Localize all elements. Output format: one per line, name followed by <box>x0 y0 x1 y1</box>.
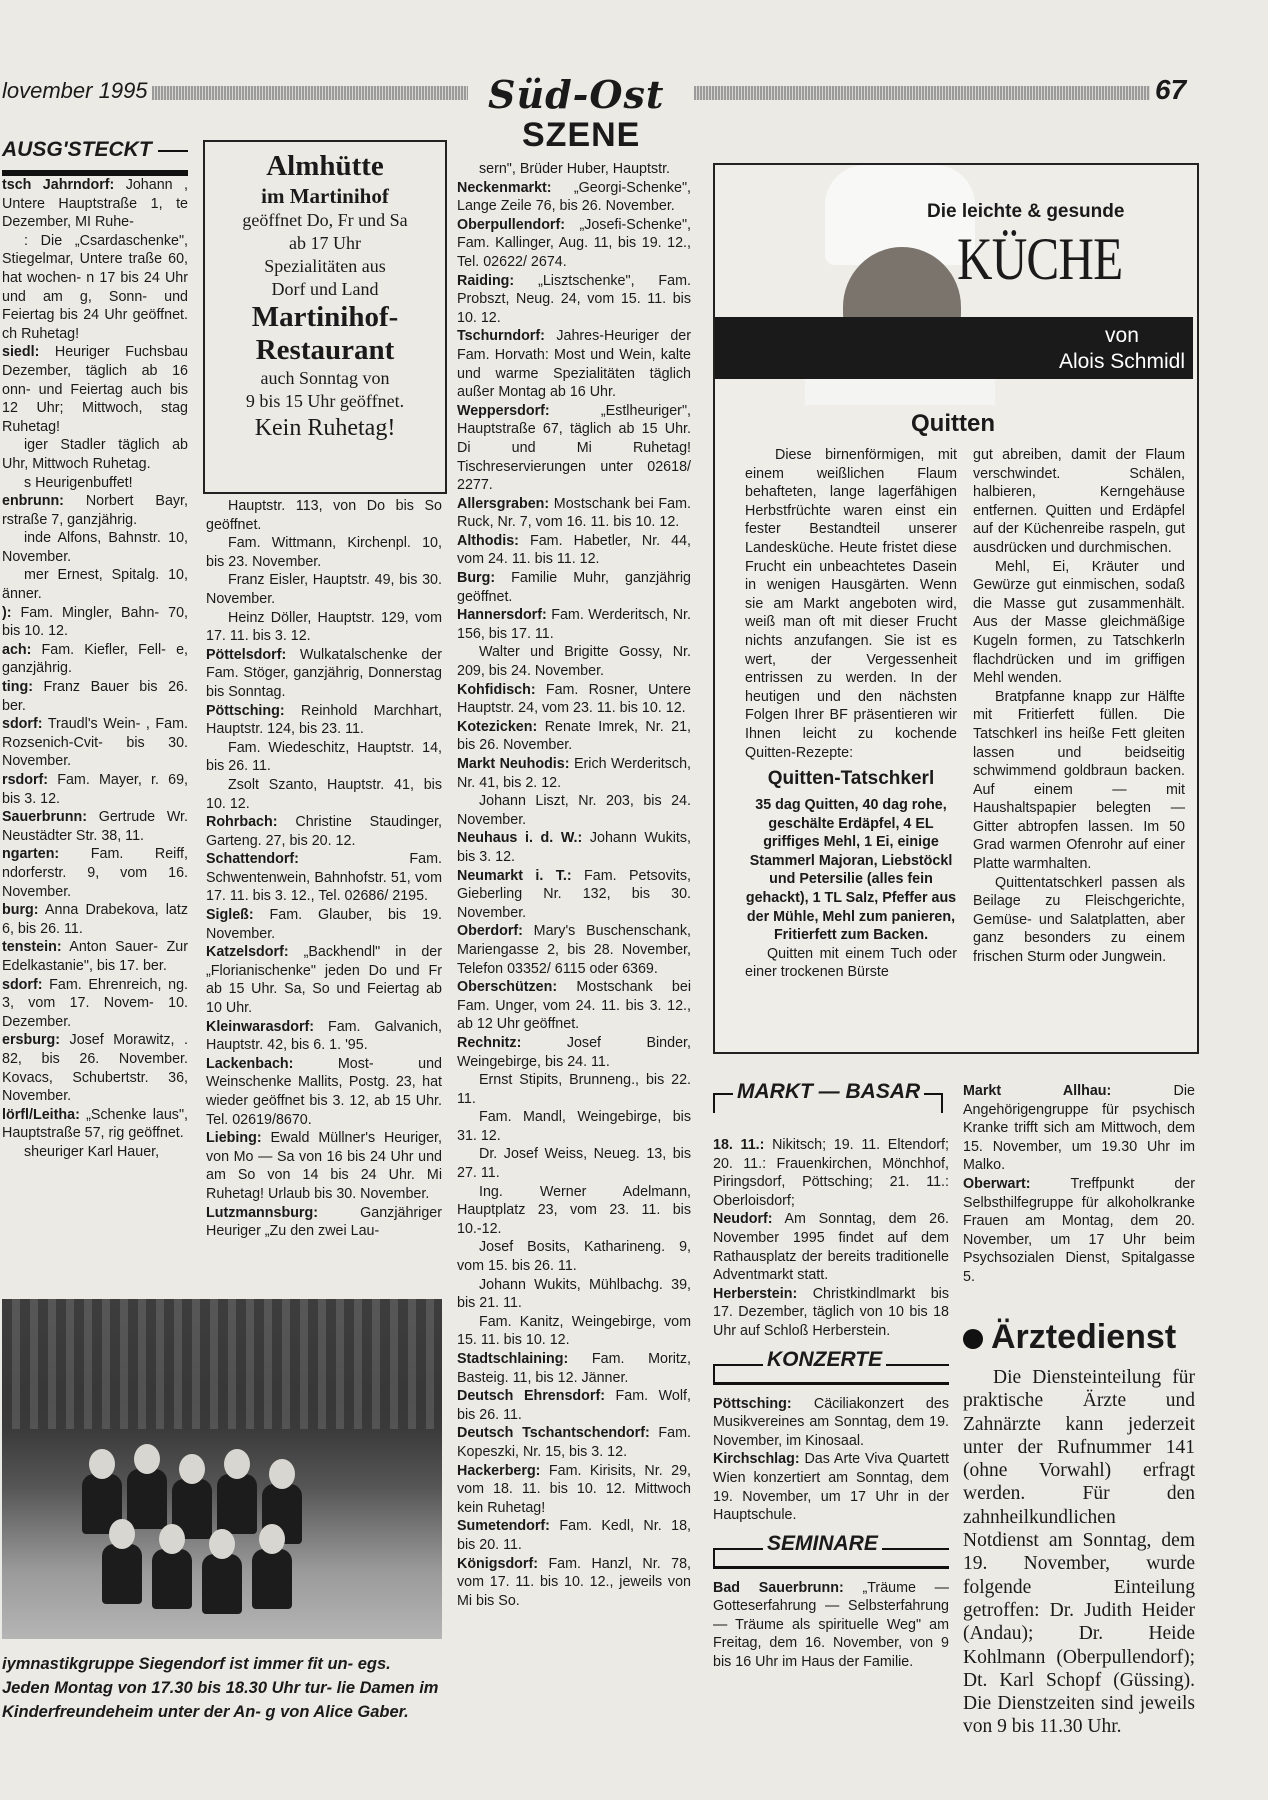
listing-entry: Althodis: Fam. Habetler, Nr. 44, vom 24. 11. bis 11. 12. <box>457 532 691 568</box>
entry-place: ngarten: <box>2 846 60 863</box>
kitchen-column-right <box>973 446 1185 967</box>
listing-entry: inde Alfons, Bahnstr. 10, November. <box>2 530 188 565</box>
section-title-seminare: SEMINARE <box>763 1535 882 1554</box>
listing-entry: Kohfidisch: Fam. Rosner, Untere Hauptstr. 24, vom 23. 11. bis 10. 12. <box>457 681 691 717</box>
recipe-ingredients: 35 dag Quitten, 40 dag rohe, geschälte Erdäpfel, 4 EL griffiges Mehl, 1 Ei, einige Stammerl Majoran, Liebstöckl und Petersilie (alles fein gehackt), 1 TL Salz, Pfeffer aus der Mühle, Mehl zum panieren, Fritierfett zum Backen. <box>745 797 957 944</box>
listing-entry: ngarten: Fam. Reiff, ndorferstr. 9, vom 16. November. <box>2 846 188 900</box>
entry-place: Althodis: <box>457 532 519 549</box>
konzerte-entry: Pöttsching: Cäciliakonzert des Musikvereines am Sonntag, dem 19. November, im Kinosaal. <box>713 1395 949 1449</box>
entry-place: Neudorf: <box>713 1211 773 1228</box>
kitchen-intro: Diese birnenförmigen, mit einem weißlichen Flaum behafteten, lange lagerfähigen Herbstfrüchte waren einst ein fester Bestandteil unserer Landesküche. Heute fristet diese Frucht ein unbeachtetes Dasein in wenigen Hausgärten. Wenn sie am Markt angeboten wird, weiß man oft mit dieser Frucht nichts anzufangen. Sie ist es wert, der Vergessenheit entrissen zu werden. In der heutigen und den nächsten Folgen Ihrer BF präsentieren wir Ihnen leicht zu kochende Quitten-Rezepte: <box>745 447 957 761</box>
entry-place: rsdorf: <box>2 772 49 788</box>
photo-figure <box>89 1449 115 1479</box>
logo-top-text: Süd-Ost <box>488 72 665 117</box>
entry-place: Raiding: <box>457 272 515 289</box>
listing-entry: rsdorf: Fam. Mayer, r. 69, bis 3. 12. <box>2 772 188 807</box>
entry-place: Markt Allhau: <box>963 1083 1112 1099</box>
aerztedienst-heading <box>963 1318 1176 1357</box>
listing-entry: ach: Fam. Kiefler, Fell- e, ganzjährig. <box>2 641 188 677</box>
kitchen-method-start: Quitten mit einem Tuch oder einer trockenen Bürste <box>745 945 957 981</box>
entry-place: Pöttelsdorf: <box>206 646 287 663</box>
listing-entry: Dr. Josef Weiss, Neueg. 13, bis 27. 11. <box>457 1146 691 1182</box>
entry-place: Rechnitz: <box>457 1034 522 1051</box>
ad-line-9: auch Sonntag von <box>260 368 390 388</box>
entry-place: ): <box>2 604 12 621</box>
ad-line-11: Kein Ruhetag! <box>254 415 396 441</box>
photo-figure <box>152 1549 192 1609</box>
entry-place: Oberschützen: <box>457 979 558 996</box>
listing-entry: Johann Wukits, Mühlbachg. 39, bis 21. 11. <box>457 1276 691 1312</box>
aerztedienst-title: Ärztedienst <box>991 1318 1177 1356</box>
section-header-seminare <box>713 1531 949 1571</box>
column-3 <box>457 160 691 1610</box>
entry-place: Deutsch Tschantschendorf: <box>457 1425 650 1442</box>
entry-place: enbrunn: <box>2 493 64 510</box>
listing-entry: Zsolt Szanto, Hauptstr. 41, bis 10. 12. <box>206 776 442 812</box>
header-rule-left <box>152 86 468 100</box>
ad-line-8: Restaurant <box>255 334 395 366</box>
author-von: von <box>1105 324 1139 347</box>
listing-entry: ersburg: Josef Morawitz, . 82, bis 26. November. Kovacs, Schubertstr. 36, November. <box>2 1032 188 1105</box>
entry-place: Bad Sauerbrunn: <box>713 1579 844 1596</box>
listing-entry: Josef Bosits, Katharineng. 9, vom 15. bis 26. 11. <box>457 1239 691 1275</box>
entry-place: Liebing: <box>206 1130 262 1147</box>
listing-entry: Neumarkt i. T.: Fam. Petsovits, Gieberling Nr. 132, bis 30. November. <box>457 867 691 921</box>
aerztedienst-paragraph: Die Diensteinteilung für praktische Ärzte und Zahnärzte kann jederzeit unter der Rufnummer 141 (ohne Vorwahl) erfragt werden. Für den zahnheilkundlichen Notdienst am Sonntag, dem 19. November, wurde folgende Einteilung getroffen: Dr. Judith Heider (Andau); Dr. Heide Kohlmann (Oberpullendorf); Dt. Karl Schopf (Güssing). Die Dienstzeiten sind jeweils von 9 bis 11.30 Uhr. <box>963 1367 1195 1738</box>
photo-figure <box>252 1549 292 1609</box>
listing-entry: Katzelsdorf: „Backhendl" in der „Florianischenke" jeden Do und Fr ab 15 Uhr. Sa, So und Feiertag ab 10 Uhr. <box>206 944 442 1017</box>
listing-entry: ting: Franz Bauer bis 26. ber. <box>2 679 188 714</box>
ad-line-6: Dorf und Land <box>271 279 379 299</box>
section-rule <box>713 1364 715 1384</box>
markt-entry: Herberstein: Christkindlmarkt bis 17. Dezember, täglich von 10 bis 18 Uhr auf Schloß Herberstein. <box>713 1285 949 1339</box>
listing-entry: Tschurndorf: Jahres-Heuriger der Fam. Horvath: Most und Wein, kalte und warme Spezialitäten täglich außer Montag ab 16 Uhr. <box>457 328 691 401</box>
bullet-dot <box>963 1329 983 1349</box>
listing-entry: tsch Jahrndorf: Johann , Untere Hauptstraße 1, te Dezember, MI Ruhe- <box>2 177 188 231</box>
entry-place: Kleinwarasdorf: <box>206 1018 315 1035</box>
listing-entry: Fam. Wittmann, Kirchenpl. 10, bis 23. November. <box>206 535 442 570</box>
konzerte-entry: Kirchschlag: Das Arte Viva Quartett Wien konzertiert am Sonntag, dem 19. November, um 17 Uhr in der Hauptschule. <box>713 1451 949 1524</box>
listing-entry: Oberschützen: Mostschank bei Fam. Unger, vom 24. 11. bis 3. 12., ab 12 Uhr geöffnet. <box>457 979 691 1033</box>
entry-place: Oberdorf: <box>457 923 523 940</box>
entry-place: Lackenbach: <box>206 1055 294 1072</box>
entry-place: Oberwart: <box>963 1175 1031 1192</box>
entry-place: lörfl/Leitha: <box>2 1106 80 1123</box>
listing-entry: Lutzmannsburg: Ganzjähriger Heuriger „Zu den zwei Lau- <box>206 1204 442 1240</box>
listing-entry: Fam. Mandl, Weingebirge, bis 31. 12. <box>457 1109 691 1144</box>
section-title-markt: MARKT — BASAR <box>733 1080 924 1104</box>
listing-entry: sdorf: Traudl's Wein- , Fam. Rozsenich-Cvit- bis 30. November. <box>2 716 188 770</box>
listing-entry: Walter und Brigitte Gossy, Nr. 209, bis 24. November. <box>457 644 691 680</box>
listing-entry: s Heurigenbuffet! <box>24 474 133 491</box>
photo-figure <box>224 1449 250 1479</box>
listing-entry: Neckenmarkt: „Georgi-Schenke", Lange Zeile 76, bis 26. November. <box>457 179 691 215</box>
listing-entry: : Die „Csardaschenke", Stiegelmar, Untere traße 60, hat wochen- n 17 bis 24 Uhr und am g, Sonn- und Feiertag bis 24 Uhr geöffnet. ch Ruhetag! <box>2 232 188 342</box>
listing-entry: lörfl/Leitha: „Schenke laus", Hauptstraße 57, rig geöffnet. <box>2 1106 188 1142</box>
ad-line-5: Spezialitäten aus <box>264 256 386 276</box>
listing-entry: Johann Liszt, Nr. 203, bis 24. November. <box>457 793 691 828</box>
entry-place: sdorf: <box>2 976 43 993</box>
photo-curtain <box>2 1299 442 1429</box>
listing-entry: Oberdorf: Mary's Buschenschank, Mariengasse 2, bis 28. November, Telefon 03352/ 6115 oder 6369. <box>457 923 691 977</box>
listing-entry: Königsdorf: Fam. Hanzl, Nr. 78, vom 17. 11. bis 10. 12., jeweils von Mi bis So. <box>457 1555 691 1609</box>
entry-place: siedl: <box>2 344 40 361</box>
entry-place: Sauerbrunn: <box>2 809 87 826</box>
listing-entry: Deutsch Ehrensdorf: Fam. Wolf, bis 26. 11. <box>457 1388 691 1423</box>
section-header-konzerte <box>713 1347 949 1387</box>
photo-figure <box>269 1459 295 1489</box>
recipe-title: Quitten-Tatschkerl <box>767 768 935 790</box>
entry-place: Katzelsdorf: <box>206 944 289 961</box>
photo-figure <box>202 1554 242 1614</box>
kitchen-feature-box <box>713 163 1199 1054</box>
aerztedienst-text <box>963 1366 1195 1739</box>
listing-entry: iger Stadler täglich ab Uhr, Mittwoch Ruhetag. <box>2 437 188 472</box>
listing-entry: sern", Brüder Huber, Hauptstr. <box>479 161 671 177</box>
entry-place: ting: <box>2 679 33 696</box>
header-rule-right <box>694 86 1150 100</box>
entry-place: tenstein: <box>2 939 62 956</box>
ad-line-3: geöffnet Do, Fr und Sa <box>242 210 408 230</box>
entry-place: Pöttsching: <box>713 1395 792 1412</box>
entry-place: Neckenmarkt: <box>457 179 552 196</box>
photo-caption: iymnastikgruppe Siegendorf ist immer fit un- egs. Jeden Montag von 17.30 bis 18.30 Uhr tur- lie Damen im Kinderfreundeheim unter der An- g von Alice Gaber. <box>2 1655 439 1721</box>
listing-entry: siedl: Heuriger Fuchsbau Dezember, täglich ab 16 onn- und Feiertag auch bis 12 Uhr; Mittwoch, stag Ruhetag! <box>2 344 188 435</box>
listing-entry: sheuriger Karl Hauer, <box>24 1143 160 1160</box>
listing-entry: Stadtschlaining: Fam. Moritz, Basteig. 11, bis 12. Jänner. <box>457 1351 691 1386</box>
photo-figure <box>102 1544 142 1604</box>
entry-place: Schattendorf: <box>206 851 299 868</box>
entry-place: Kirchschlag: <box>713 1451 800 1468</box>
listing-entry: Ernst Stipits, Brunneng., bis 22. 11. <box>457 1072 691 1107</box>
listing-entry: ): Fam. Mingler, Bahn- 70, bis 10. 12. <box>2 604 188 640</box>
listing-entry: Burg: Familie Muhr, ganzjährig geöffnet. <box>457 570 691 605</box>
listing-entry: Kotezicken: Renate Imrek, Nr. 21, bis 26. November. <box>457 718 691 754</box>
kitchen-method: Bratpfanne knapp zur Hälfte mit Fritierfett füllen. Die Tatschkerl ins heiße Fett gleiten lassen und beidseitig schwimmend goldbraun backen. Auf einem — mit Haushaltspapier belegten — Gitter abtropfen lassen. Im 50 Grad warmen Ofenrohr auf einer Platte warmhalten. <box>973 688 1185 873</box>
rubric-rule <box>158 150 188 152</box>
entry-place: Tschurndorf: <box>457 328 545 345</box>
entry-place: Königsdorf: <box>457 1555 538 1572</box>
section-rule <box>713 1382 949 1385</box>
entry-place: Herberstein: <box>713 1285 798 1302</box>
section-rule <box>713 1566 949 1569</box>
listing-entry: Pöttelsdorf: Wulkatalschenke der Fam. Stöger, ganzjährig, Donnerstag bis Sonntag. <box>206 646 442 700</box>
entry-place: Hackerberg: <box>457 1462 541 1479</box>
listing-entry: mer Ernest, Spitalg. 10, änner. <box>2 567 188 603</box>
listing-entry: Neuhaus i. d. W.: Johann Wukits, bis 3. 12. <box>457 830 691 865</box>
ad-line-10: 9 bis 15 Uhr geöffnet. <box>245 391 405 411</box>
kitchen-column-left <box>745 446 957 982</box>
entry-place: Kotezicken: <box>457 718 538 735</box>
entry-place: Deutsch Ehrensdorf: <box>457 1388 605 1405</box>
entry-place: Oberpullendorf: <box>457 216 566 233</box>
ad-line-1: Almhütte <box>266 150 384 182</box>
listing-entry: Oberpullendorf: „Josefi-Schenke", Fam. Kallinger, Aug. 11, bis 19. 12., Tel. 02622/ 2674. <box>457 216 691 270</box>
issue-date: lovember 1995 <box>2 78 148 103</box>
entry-place: Kohfidisch: <box>457 681 536 698</box>
listing-entry: Markt Neuhodis: Erich Werderitsch, Nr. 41, bis 2. 12. <box>457 756 691 791</box>
column-4 <box>713 1136 949 1672</box>
listing-entry: Heinz Döller, Hauptstr. 129, vom 17. 11. bis 3. 12. <box>206 609 442 645</box>
listing-entry: Lackenbach: Most- und Weinschenke Mallits, Postg. 23, hat wieder geöffnet bis 3. 12, ab 15 Uhr. Tel. 02619/8670. <box>206 1055 442 1128</box>
photo-figure <box>217 1474 257 1534</box>
rubric-title: AUSG'STECKT <box>2 138 152 161</box>
section-rule <box>713 1548 715 1568</box>
section-header-markt <box>713 1080 943 1114</box>
section-title-konzerte: KONZERTE <box>763 1351 886 1370</box>
photo-figure <box>127 1469 167 1529</box>
entry-place: tsch Jahrndorf: <box>2 177 115 193</box>
listing-entry: Pöttsching: Reinhold Marchhart, Hauptstr. 124, bis 23. 11. <box>206 702 442 738</box>
entry-place: Hannersdorf: <box>457 607 547 624</box>
listing-entry: Weppersdorf: „Estlheuriger", Hauptstraße 67, täglich ab 15 Uhr. Di und Mi Ruhetag! Tischreservierungen unter 02618/ 2277. <box>457 402 691 494</box>
kitchen-title-large: KÜCHE <box>957 226 1123 292</box>
entry-place: Sumetendorf: <box>457 1518 550 1535</box>
group-photo <box>2 1299 442 1639</box>
listing-entry: Allersgraben: Mostschank bei Fam. Ruck, Nr. 7, vom 16. 11. bis 10. 12. <box>457 495 691 531</box>
listing-entry: Kleinwarasdorf: Fam. Galvanich, Hauptstr. 42, bis 6. 1. '95. <box>206 1018 442 1054</box>
listing-entry: Liebing: Ewald Müllner's Heuriger, von Mo — Sa von 16 bis 24 Uhr und am So von 14 bis 24 Uhr. Mi Ruhetag! Urlaub bis 30. November. <box>206 1130 442 1202</box>
photo-figure <box>209 1529 235 1559</box>
entry-place: Weppersdorf: <box>457 402 550 419</box>
listing-entry: Raiding: „Lisztschenke", Fam. Probszt, Neug. 24, vom 15. 11. bis 10. 12. <box>457 272 691 326</box>
listing-entry: burg: Anna Drabekova, latz 6, bis 26. 11. <box>2 902 188 937</box>
szene-logo <box>470 72 692 158</box>
entry-place: Markt Neuhodis: <box>457 756 570 772</box>
entry-place: burg: <box>2 902 39 919</box>
ad-line-2: im Martinihof <box>261 184 389 208</box>
column-2 <box>206 497 442 1241</box>
listing-entry: sdorf: Fam. Ehrenreich, ng. 3, vom 17. Novem- 10. Dezember. <box>2 976 188 1030</box>
entry-place: 18. 11.: <box>713 1137 765 1153</box>
column-1 <box>2 176 188 1161</box>
kitchen-heading: Quitten <box>911 410 995 437</box>
listing-entry: Deutsch Tschantschendorf: Fam. Kopeszki, Nr. 15, bis 3. 12. <box>457 1425 691 1460</box>
listing-entry: Rohrbach: Christine Staudinger, Garteng. 27, bis 20. 12. <box>206 814 442 849</box>
kitchen-method: Mehl, Ei, Kräuter und Gewürze gut einmischen, sodaß die Masse gut zusammenhält. Aus der Masse gleichmäßige Kugeln formen, zu Tatschkerln flachdrücken und im griffigen Mehl wenden. <box>973 558 1185 687</box>
entry-place: Allersgraben: <box>457 495 550 512</box>
seminare-entry: Bad Sauerbrunn: „Träume — Gotteserfahrung — Selbsterfahrung — Träume als spirituelle Weg" am Freitag, dem 16. November, von 9 bis 16 Uhr im Haus der Familie. <box>713 1579 949 1671</box>
ad-line-4: ab 17 Uhr <box>289 233 361 253</box>
photo-figure <box>134 1444 160 1474</box>
kitchen-title-small: Die leichte & gesunde <box>927 201 1125 222</box>
listing-entry: Schattendorf: Fam. Schwentenwein, Bahnhofstr. 51, vom 17. 11. bis 3. 12., Tel. 02686/ 2195. <box>206 851 442 905</box>
listing-entry: tenstein: Anton Sauer- Zur Edelkastanie", bis 17. ber. <box>2 939 188 974</box>
entry-place: Sigleß: <box>206 907 254 924</box>
markt-entry: Neudorf: Am Sonntag, dem 26. November 1995 findet auf dem Rathausplatz der bereits traditionelle Adventmarkt statt. <box>713 1211 949 1284</box>
listing-entry: Ing. Werner Adelmann, Hauptplatz 23, vom 23. 11. bis 10.-12. <box>457 1183 691 1237</box>
entry-place: sdorf: <box>2 716 43 733</box>
listing-entry: Hannersdorf: Fam. Werderitsch, Nr. 156, bis 17. 11. <box>457 607 691 642</box>
page-number: 67 <box>1155 74 1187 105</box>
entry-place: Stadtschlaining: <box>457 1351 569 1367</box>
section-rule <box>941 1093 943 1113</box>
markt-entry: 18. 11.: Nikitsch; 19. 11. Eltendorf; 20. 11.: Frauenkirchen, Mönchhof, Piringsdorf, Pöttsching; 21. 11.: Oberloisdorf; <box>713 1137 949 1209</box>
photo-figure <box>159 1524 185 1554</box>
author-name: Alois Schmidl <box>1058 350 1185 373</box>
entry-place: ersburg: <box>2 1032 60 1049</box>
logo-bottom-text: SZENE <box>522 116 641 154</box>
entry-place: ach: <box>2 641 32 658</box>
photo-figure <box>259 1524 285 1554</box>
photo-figure <box>109 1519 135 1549</box>
kitchen-method: gut abreiben, damit der Flaum verschwindet. Schälen, halbieren, Kerngehäuse entfernen. Quitten und Erdäpfel auf der Küchenreibe raspeln, gut ausdrücken und durchmischen. <box>973 447 1185 556</box>
listing-entry: Rechnitz: Josef Binder, Weingebirge, bis 24. 11. <box>457 1034 691 1070</box>
entry-place: Neumarkt i. T.: <box>457 867 572 884</box>
listing-entry: Fam. Kanitz, Weingebirge, vom 15. 11. bis 10. 12. <box>457 1313 691 1349</box>
rubric-ausgsteckt <box>2 138 188 178</box>
kitchen-method: Quittentatschkerl passen als Beilage zu Fleischgerichte, Gemüse- und Salatplatten, aber ganz besonders zu einem frischen Sturm oder Jungwein. <box>973 874 1185 966</box>
listing-entry: Sauerbrunn: Gertrude Wr. Neustädter Str. 38, 11. <box>2 809 188 844</box>
photo-people <box>72 1434 322 1624</box>
listing-entry: Hackerberg: Fam. Kirisits, Nr. 29, vom 18. 11. bis 10. 12. Mittwoch kein Ruhetag! <box>457 1462 691 1516</box>
listing-entry: Markt Allhau: Die Angehörigengruppe für psychisch Kranke trifft sich am Mittwoch, dem 15. November, um 19.30 Uhr im Malko. <box>963 1083 1195 1174</box>
entry-place: Rohrbach: <box>206 814 278 831</box>
listing-entry: Fam. Wiedeschitz, Hauptstr. 14, bis 26. 11. <box>206 739 442 775</box>
listing-entry: Sigleß: Fam. Glauber, bis 19. November. <box>206 907 442 942</box>
listing-entry: Oberwart: Treffpunkt der Selbsthilfegruppe für alkoholkranke Frauen am Montag, dem 20. November, um 17 Uhr beim Psychsozialen Dienst, Spitalgasse 5. <box>963 1175 1195 1285</box>
photo-figure <box>179 1454 205 1484</box>
author-credit <box>1059 323 1185 375</box>
section-rule <box>713 1093 715 1113</box>
listing-entry: Hauptstr. 113, von Do bis So geöffnet. <box>206 498 442 533</box>
almhuette-ad <box>203 140 447 494</box>
ad-line-7: Martinihof- <box>251 301 399 333</box>
listing-entry: enbrunn: Norbert Bayr, rstraße 7, ganzjährig. <box>2 493 188 528</box>
column-5 <box>963 1082 1195 1287</box>
entry-place: Pöttsching: <box>206 702 285 719</box>
entry-place: Lutzmannsburg: <box>206 1204 318 1221</box>
listing-entry: Sumetendorf: Fam. Kedl, Nr. 18, bis 20. 11. <box>457 1518 691 1553</box>
listing-entry: Franz Eisler, Hauptstr. 49, bis 30. November. <box>206 572 442 607</box>
entry-place: Neuhaus i. d. W.: <box>457 830 583 847</box>
entry-place: Burg: <box>457 570 496 587</box>
